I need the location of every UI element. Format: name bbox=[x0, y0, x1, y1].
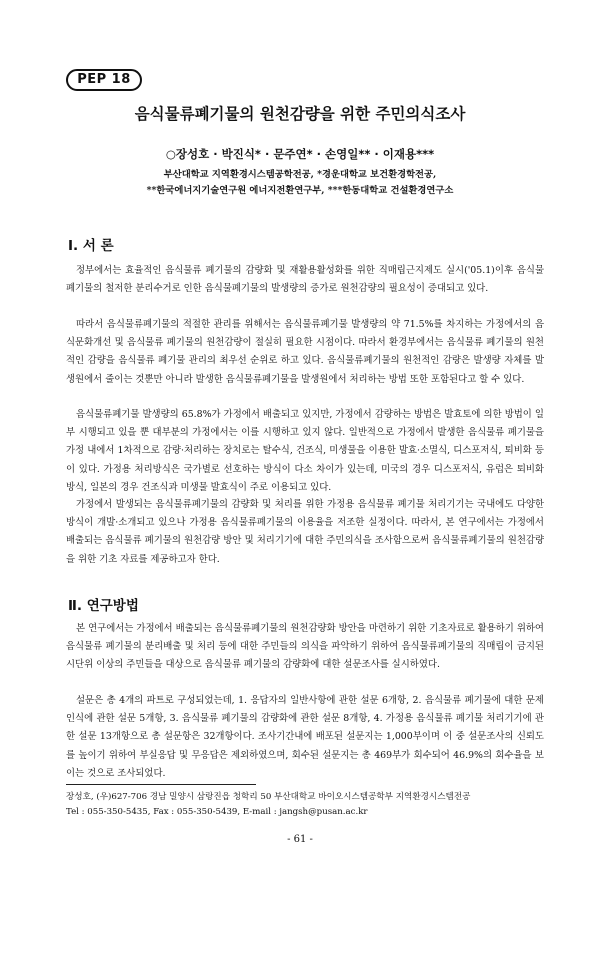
body-paragraph: 가정에서 발생되는 음식물류폐기물의 감량화 및 처리를 위한 가정용 음식물류 폐기물 처리기기는 국내에도 다양한 방식이 개발·소개되고 있으나 가정용 음식물류폐기물의 이용율을 저조한 실정이다. 따라서, 본 연구에서는 가정에서 배출되는 음식물류 폐기물의 원천감량 방안 및 처리기기에 대한 주민의식을 조사함으로써 음식물류폐기물의 원천감량을 위한 기초 자료를 제공하고자 한다. bbox=[66, 499, 544, 565]
body-paragraph: 설문은 총 4개의 파트로 구성되었는데, 1. 응답자의 일반사항에 관한 설문 6개항, 2. 음식물류 폐기물에 대한 문제인식에 관한 설문 5개항, 3. 음식물류 폐기물의 감량화에 관한 설문 8개항, 4. 가정용 음식물류 폐기물 처리기기에 관한 설문 13개항으로 총 설문항은 32개항이다. 조사기간내에 배포된 설문지는 1,000부이며 이 중 설문조사의 신뢰도를 높이기 위하여 부실응답 및 무응답은 제외하였으며, 회수된 설문지는 총 469부가 회수되어 46.9%의 회수율을 보이는 것으로 조사되었다. bbox=[66, 695, 544, 779]
body-paragraph: 본 연구에서는 가정에서 배출되는 음식물류폐기물의 원천감량화 방안을 마련하기 위한 기초자료로 활용하기 위하여 음식물류 폐기물의 분리배출 및 처리 등에 대한 주민들의 의식을 파악하기 위하여 음식물류폐기물의 직매립이 금지된 시단위 이상의 주민들을 대상으로 음식물류 폐기물의 감량화에 대한 설문조사를 실시하였다. bbox=[66, 623, 544, 671]
body-paragraph: 정부에서는 효율적인 음식물류 폐기물의 감량화 및 재활용활성화를 위한 직매립근지제도 실시('05.1)이후 음식물폐기물의 철저한 분리수거로 인한 음식물폐기물의 발생량의 증가로 원천감량의 필요성이 증대되고 있다. bbox=[66, 265, 544, 295]
paper-title: 음식물류폐기물의 원천감량을 위한 주민의식조사 bbox=[134, 105, 466, 123]
section-heading-methods: Ⅱ. 연구방법 bbox=[68, 598, 139, 614]
body-paragraph: 따라서 음식물류폐기물의 적절한 관리를 위해서는 음식물류폐기물 발생량의 약 71.5%를 차지하는 가정에서의 음식문화개선 및 음식물류 폐기물의 원천감량이 절실히 필요한 시점이다. 따라서 환경부에서는 음식물류 폐기물의 원천적인 감량을 음식물류 폐기물 관리의 최우선 순위로 하고 있다. 음식물류폐기물의 원천적인 감량은 발생량 자체를 발생원에서 줄이는 것뿐만 아니라 발생한 음식물류폐기물을 발생원에서 처리하는 방법 또한 포함된다고 할 수 있다. bbox=[66, 319, 544, 385]
affiliation-line: **한국에너지기술연구원 에너지전환연구부, ***한동대학교 건설환경연구소 bbox=[146, 185, 454, 196]
page-number: - 61 - bbox=[287, 834, 313, 845]
session-badge: PEP 18 bbox=[66, 69, 142, 91]
affiliation-line: 부산대학교 지역환경시스템공학전공, *경운대학교 보건환경학전공, bbox=[163, 169, 437, 180]
body-paragraph: 음식물류폐기물 발생량의 65.8%가 가정에서 배출되고 있지만, 가정에서 감량하는 방법은 발효토에 의한 방법이 일부 시행되고 있을 뿐 대부분의 가정에서는 이를 시행하고 있지 않다. 일반적으로 가정에서 발생한 음식물류 폐기물을 가정 내에서 1차적으로 감량·처리하는 장치로는 탈수식, 건조식, 미생물을 이용한 발효·소멸식, 디스포저식, 퇴비화 등이 있다. 가정용 처리방식은 국가별로 선호하는 방식이 다소 차이가 있는데, 미국의 경우 디스포저식, 유럽은 퇴비화 방식, 일본의 경우 건조식과 미생물 발효식이 주로 이용되고 있다. bbox=[66, 409, 544, 493]
footnote-divider bbox=[66, 784, 256, 785]
footnote-contact: Tel : 055-350-5435, Fax : 055-350-5439, E-mail : jangsh@pusan.ac.kr bbox=[66, 807, 368, 817]
footnote-address: 장성호, (우)627-706 경남 밀양시 삼랑진읍 청학리 50 부산대학교 바이오시스템공학부 지역환경시스템전공 bbox=[66, 792, 471, 802]
author-list: ○장성호 · 박진식* · 문주연* · 손영일** · 이재용*** bbox=[165, 147, 435, 161]
section-heading-introduction: Ⅰ. 서 론 bbox=[68, 238, 114, 254]
